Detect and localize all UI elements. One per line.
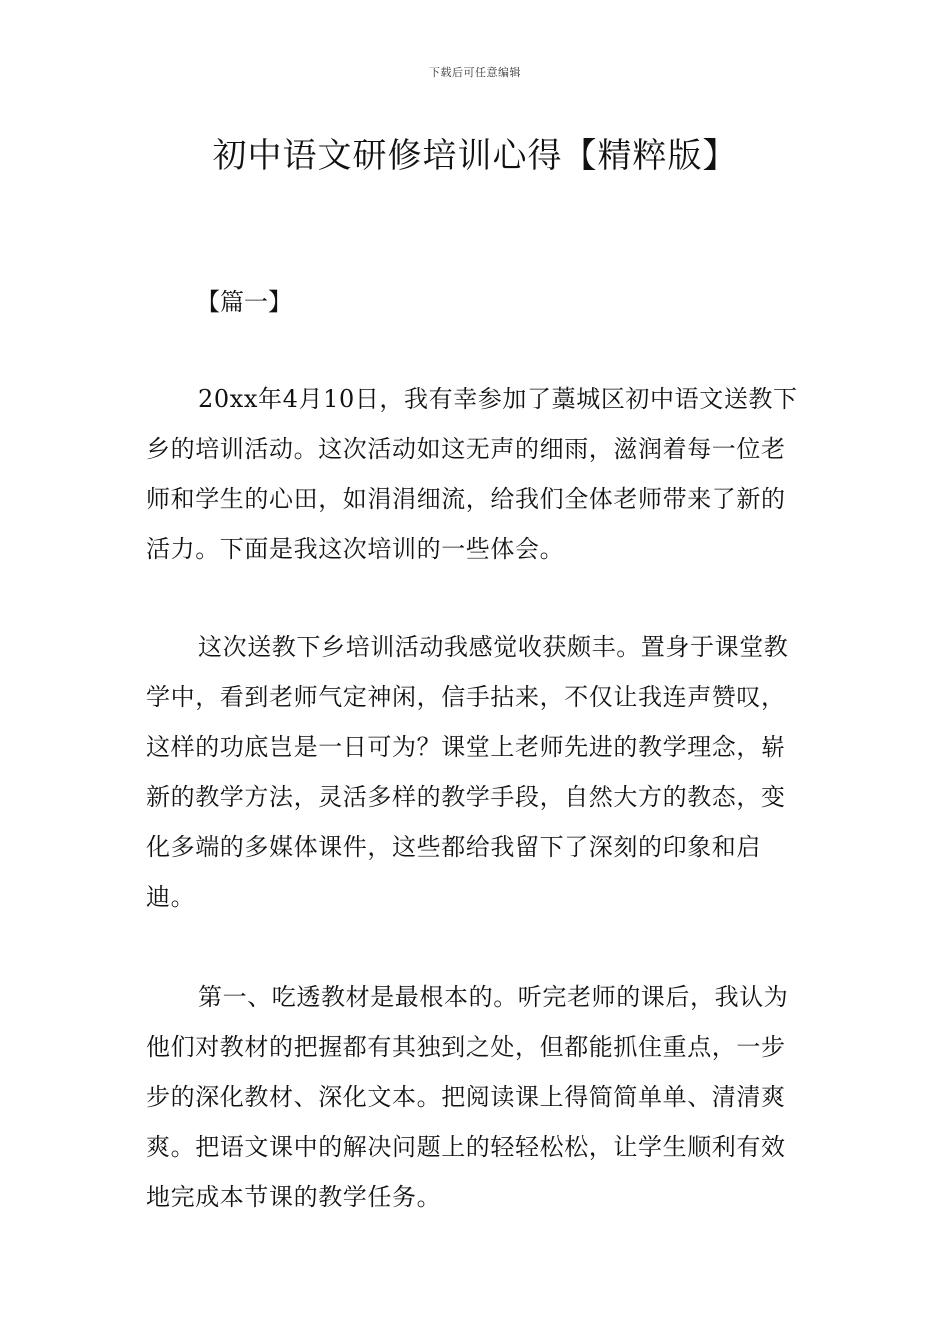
paragraph-2: 这次送教下乡培训活动我感觉收获颇丰。置身于课堂教学中，看到老师气定神闲，信手拈来，不仅让我连声赞叹，这样的功底岂是一日可为？课堂上老师先进的教学理念，崭新的教学方法，灵活多样的教学手段，自然大方的教态，变化多端的多媒体课件，这些都给我留下了深刻的印象和启迪。 — [146, 633, 789, 911]
header-note: 下载后可任意编辑 — [429, 66, 521, 79]
paragraph-1: 20xx年4月10日，我有幸参加了藁城区初中语文送教下乡的培训活动。这次活动如这无声的细雨，滋润着每一位老师和学生的心田，如涓涓细流，给我们全体老师带来了新的活力。下面是我这次培训的一些体会。 — [146, 385, 798, 563]
section-label: 【篇一】 — [196, 288, 292, 316]
paragraph-3: 第一、吃透教材是最根本的。听完老师的课后，我认为他们对教材的把握都有其独到之处，但都能抓住重点，一步步的深化教材、深化文本。把阅读课上得简简单单、清清爽爽。把语文课中的解决问题上的轻轻松松，让学生顺利有效地完成本节课的教学任务。 — [146, 983, 789, 1211]
document-title: 初中语文研修培训心得【精粹版】 — [212, 136, 738, 176]
